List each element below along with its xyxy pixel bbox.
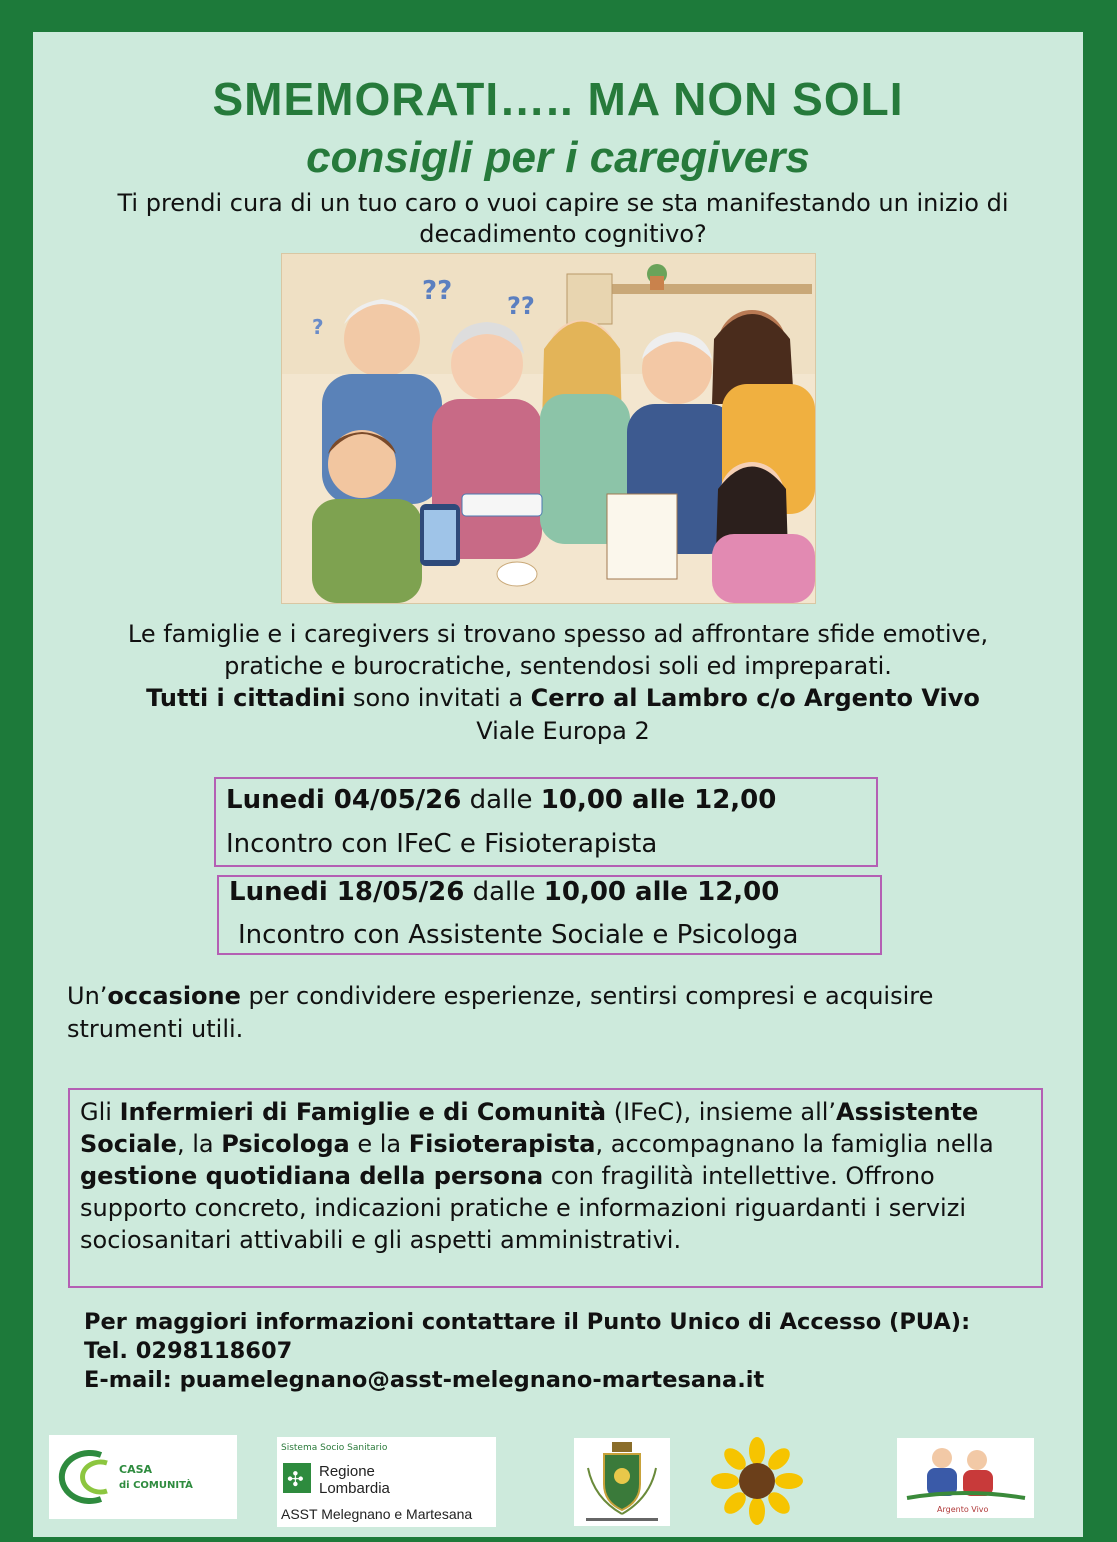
contact-block (84, 1308, 970, 1395)
event-2-time: 10,00 alle 12,00 (543, 877, 780, 907)
info-t3: , la (176, 1130, 222, 1158)
casa-logo-top: CASA (119, 1463, 153, 1476)
regione-name-1: Regione (319, 1463, 375, 1480)
flyer-panel (33, 32, 1083, 1537)
casa-logo-bottom: di COMUNITÀ (119, 1480, 193, 1491)
svg-text:??: ?? (422, 276, 453, 306)
asst-name: ASST Melegnano e Martesana (281, 1506, 473, 1522)
flyer-subtitle: consigli per i caregivers (306, 133, 810, 182)
event-2-dalle: dalle (464, 877, 544, 907)
info-t2: (IFeC), insieme all’ (606, 1098, 837, 1126)
event-1-date: Lunedi 04/05/26 (226, 785, 462, 815)
contact-intro: Per maggiori informazioni contattare il Punto Unico di Accesso (PUA): (84, 1309, 971, 1335)
caregivers-illustration (281, 253, 816, 604)
info-physio: Fisioterapista (408, 1130, 596, 1158)
event-1-datetime (226, 785, 776, 815)
event-1-topic: Incontro con IFeC e Fisioterapista (226, 829, 658, 859)
flyer-title: SMEMORATI….. MA NON SOLI (212, 73, 904, 125)
occasion-bold: occasione (107, 982, 241, 1010)
regione-lombardia-logo (277, 1437, 496, 1527)
municipality-crest-logo (574, 1438, 670, 1526)
info-t5: , accompagnano la famiglia nella (595, 1130, 994, 1158)
info-t1: Gli (80, 1098, 120, 1126)
svg-text:✣: ✣ (287, 1467, 304, 1491)
argento-vivo-label: Argento Vivo (937, 1505, 989, 1514)
regione-name-2: Lombardia (319, 1480, 390, 1497)
event-1-time: 10,00 alle 12,00 (540, 785, 777, 815)
invitation-line (63, 682, 1063, 714)
event-box-1 (214, 777, 878, 867)
info-t6: con fragilità intellettive. Offrono supporto concreto, indicazioni pratiche e informazioni riguardanti i servizi sociosanitari attivabili e gli aspetti amministrativi. (80, 1162, 966, 1254)
info-t4: e la (349, 1130, 409, 1158)
description-line2: pratiche e burocratiche, sentendosi soli ed impreparati. (224, 652, 892, 680)
info-daily-management: gestione quotidiana della persona (80, 1162, 544, 1190)
occasion-rest: per condividere esperienze, sentirsi compresi e acquisire strumenti utili. (67, 982, 934, 1043)
contact-email[interactable]: E-mail: puamelegnano@asst-melegnano-martesana.it (84, 1367, 765, 1393)
casa-di-comunita-logo (49, 1435, 237, 1519)
svg-text:?: ? (312, 315, 324, 339)
intro-question: Ti prendi cura di un tuo caro o vuoi capire se sta manifestando un inizio di decadimento cognitivo? (117, 189, 1009, 248)
contact-phone[interactable]: Tel. 0298118607 (84, 1338, 293, 1364)
event-box-2 (217, 875, 882, 955)
sunflower-logo (711, 1437, 803, 1525)
invitation-bold-place: Cerro al Lambro c/o Argento Vivo (530, 684, 980, 712)
occasion-text (67, 980, 1057, 1046)
occasion-prefix: Un’ (67, 982, 108, 1010)
invitation-bold-citizens: Tutti i cittadini (146, 684, 346, 712)
event-2-date: Lunedi 18/05/26 (229, 877, 465, 907)
info-box (68, 1088, 1043, 1288)
event-2-datetime (229, 877, 779, 907)
info-ifec: Infermieri di Famiglie e di Comunità (119, 1098, 607, 1126)
info-psychologist: Psicologa (221, 1130, 350, 1158)
info-social-worker: Assistente Sociale (80, 1098, 979, 1158)
argento-vivo-logo (897, 1438, 1034, 1518)
regione-header: Sistema Socio Sanitario (281, 1443, 388, 1453)
invitation-middle: sono invitati a (345, 684, 531, 712)
event-1-dalle: dalle (461, 785, 541, 815)
address: Viale Europa 2 (476, 717, 650, 745)
event-2-topic: Incontro con Assistente Sociale e Psicologa (238, 920, 799, 950)
svg-text:??: ?? (507, 292, 535, 320)
description-line1: Le famiglie e i caregivers si trovano spesso ad affrontare sfide emotive, (127, 620, 989, 648)
